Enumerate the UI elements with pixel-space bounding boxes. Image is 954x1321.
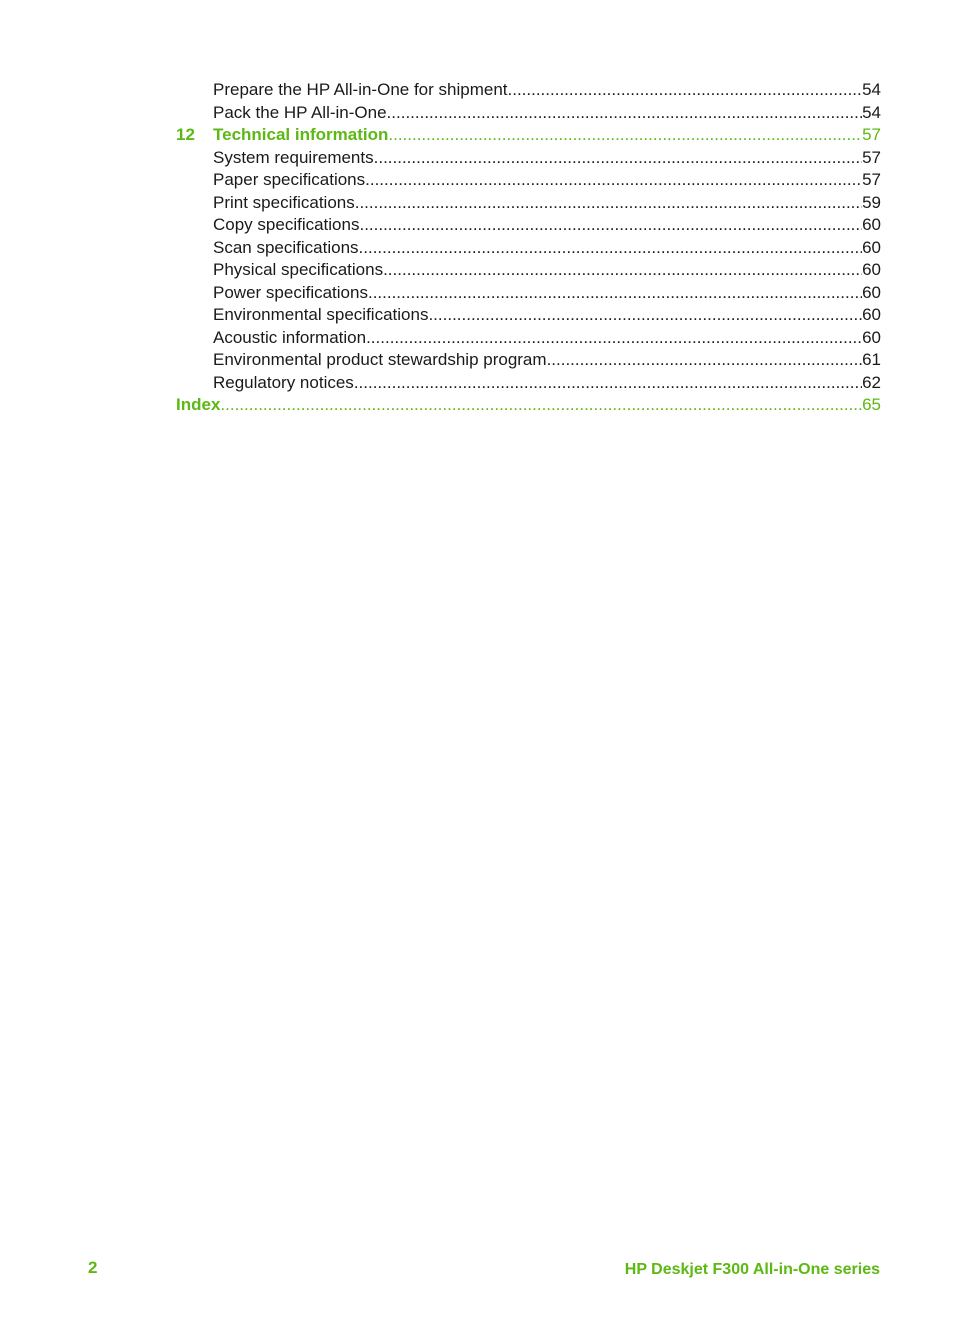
toc-dot-leader xyxy=(508,79,863,102)
toc-dot-leader xyxy=(366,327,862,350)
footer-product-title: HP Deskjet F300 All-in-One series xyxy=(624,1261,880,1278)
toc-entry-page: 60 xyxy=(862,260,881,279)
toc-entry-title: Power specifications xyxy=(213,282,368,302)
toc-dot-leader xyxy=(387,102,863,125)
toc-entry[interactable] xyxy=(176,327,881,350)
toc-entry[interactable] xyxy=(176,372,881,395)
toc-entry-title: Physical specifications xyxy=(213,260,384,279)
toc-dot-leader xyxy=(365,169,862,192)
toc-index-entry[interactable] xyxy=(176,394,881,417)
toc-dot-leader xyxy=(368,282,862,305)
toc-entry-title: Scan specifications xyxy=(213,237,359,257)
toc-entry-page: 60 xyxy=(862,237,881,257)
toc-dot-leader xyxy=(374,147,862,170)
toc-entry[interactable] xyxy=(176,79,881,102)
toc-entry-page: 60 xyxy=(862,215,881,234)
toc-entry[interactable] xyxy=(176,304,881,327)
toc-dot-leader xyxy=(383,259,862,282)
toc-index-page: 65 xyxy=(862,395,881,414)
toc-entry-page: 60 xyxy=(862,327,881,347)
toc-entry-title: Pack the HP All-in-One xyxy=(213,102,387,122)
toc-entry-page: 62 xyxy=(862,372,881,392)
toc-entry-title: Print specifications xyxy=(213,192,355,212)
toc-entry-title: Acoustic information xyxy=(213,327,367,347)
toc-entry[interactable] xyxy=(176,214,881,237)
footer-page-number: 2 xyxy=(88,1258,98,1277)
toc-chapter-entry[interactable] xyxy=(176,124,881,147)
table-of-contents xyxy=(176,79,881,417)
toc-dot-leader xyxy=(388,124,862,147)
toc-entry[interactable] xyxy=(176,147,881,170)
toc-entry[interactable] xyxy=(176,237,881,260)
toc-index-title: Index xyxy=(176,395,221,414)
toc-entry-title: Copy specifications xyxy=(213,215,360,234)
toc-entry-page: 60 xyxy=(862,305,881,324)
toc-dot-leader xyxy=(359,214,862,237)
toc-entry-page: 54 xyxy=(862,80,881,99)
toc-dot-leader xyxy=(220,394,862,417)
toc-chapter-page: 57 xyxy=(862,125,881,144)
toc-entry-title: Environmental product stewardship program xyxy=(213,350,547,369)
toc-entry[interactable] xyxy=(176,169,881,192)
toc-entry-title: System requirements xyxy=(213,147,374,167)
toc-entry[interactable] xyxy=(176,102,881,125)
toc-entry-title: Environmental specifications xyxy=(213,305,429,324)
toc-dot-leader xyxy=(428,304,862,327)
toc-entry-page: 54 xyxy=(862,102,881,122)
toc-entry-page: 59 xyxy=(862,192,881,212)
toc-chapter-number: 12 xyxy=(176,125,195,144)
toc-entry-page: 60 xyxy=(862,282,881,302)
toc-dot-leader xyxy=(354,372,862,395)
toc-entry-page: 57 xyxy=(862,170,881,189)
toc-entry[interactable] xyxy=(176,192,881,215)
toc-entry-page: 57 xyxy=(862,147,881,167)
toc-dot-leader xyxy=(547,349,863,372)
toc-entry-page: 61 xyxy=(862,350,881,369)
toc-chapter-title: Technical information xyxy=(213,125,389,144)
toc-entry[interactable] xyxy=(176,282,881,305)
toc-entry-title: Paper specifications xyxy=(213,170,366,189)
toc-dot-leader xyxy=(355,192,862,215)
toc-dot-leader xyxy=(359,237,863,260)
toc-entry-title: Prepare the HP All-in-One for shipment xyxy=(213,80,508,99)
toc-entry-title: Regulatory notices xyxy=(213,372,354,392)
toc-entry[interactable] xyxy=(176,259,881,282)
toc-entry[interactable] xyxy=(176,349,881,372)
